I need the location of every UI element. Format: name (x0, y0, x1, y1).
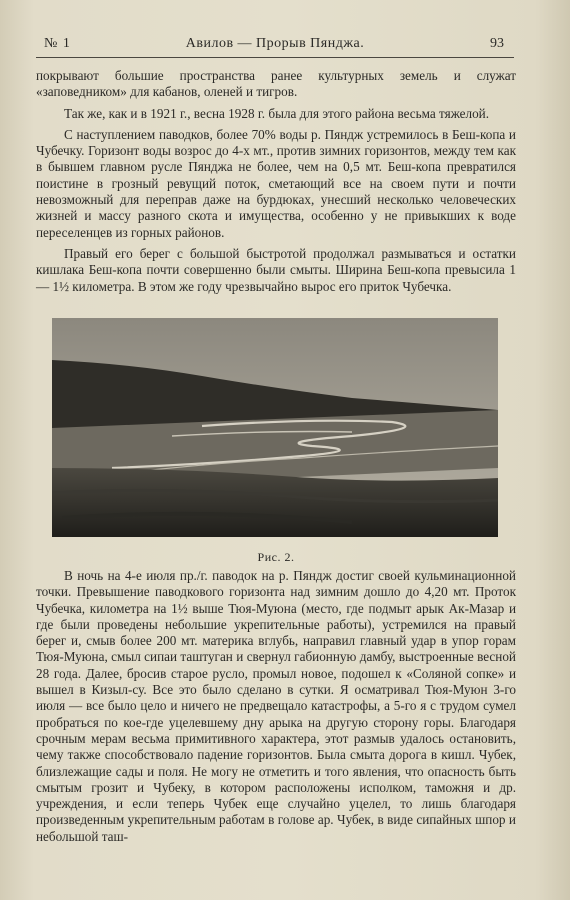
figure-caption: Рис. 2. (257, 550, 295, 564)
paragraph: Так же, как и в 1921 г., весна 1928 г. была для этого района весьма тяжелой. (64, 105, 490, 121)
issue-number: № 1 (44, 36, 71, 51)
paragraph: С наступлением паводков, более 70% воды р. Пяндж устремилось в Беш-копа и Чубечку. Горизонт воды возрос до 4-х мт., против зимних горизонтов, между тем как в бывшем главном русле Пянджа не более, чем на 0,5 мт. Беш-копа превратился поистине в грозный ревущий поток, сметающий все на своем пути и почти невозможный для переправ даже на бурдюках, унесший несколько человеческих жизней и массу разного скота и имущества, особенно у не привыкших к воде переселенцев из горных районов. (36, 126, 516, 240)
page-number: 93 (490, 36, 504, 51)
body-text-bottom (36, 568, 516, 845)
header-rule (36, 57, 514, 58)
paragraph: Правый его берег с большой быстротой продолжал размываться и остатки кишлака Беш-копа почти совершенно были смыты. Ширина Беш-копа превысила 1 — 1½ километра. В этом же году чрезвычайно вырос его приток Чубечка. (36, 245, 516, 294)
river-photograph (52, 318, 498, 537)
running-header (36, 36, 514, 56)
running-title: Авилов — Прорыв Пянджа. (185, 36, 365, 51)
paragraph: покрывают большие пространства ранее культурных земель и служат «заповедником» для кабанов, оленей и тигров. (36, 68, 516, 100)
body-text-top (36, 68, 516, 295)
paragraph: В ночь на 4-е июля пр./г. паводок на р. Пяндж достиг своей кульминационной точки. Превышение паводкового горизонта над зимним дошло до 4,20 мт. Проток Чубечка, километра на 1½ выше Тюя-Муюна (место, где подмыт арык Ак-Мазар и где были проведены небольшие укрепительные работы), устремился на правый берег и, смыв более 200 мт. материка вглубь, направил главный удар в упор горам Тюя-Муюна, смыл сипаи таштуган и свернул габионную дамбу, выстроенные весной 28 года. Далее, бросив старое русло, промыл новое, подошел к «Соляной сопке» и вышел в Кизыл-су. Все это было сделано в сутки. Я осматривал Тюя-Муюн 3-го июля — все было цело и ничего не предвещало катастрофы, а 5-го я с трудом сумел пробраться по кое-где уцелевшему дну арыка на другую сторону горы. Благодаря срочным мерам весьма примитивного характера, этот размыв удалось остановить, чему также способствовало падение горизонтов. Была смыта дорога в кишл. Чубек, близлежащие сады и поля. Не могу не отметить и того явления, что опасность быть смытым грозит и Чубеку, в котором расположены исполком, таможня и др. учреждения, и если теперь Чубек еще случайно уцелел, то лишь благодаря произведенным укрепительным работам в голове ар. Чубек, в виде сипайных шпор и небольшой таш- (36, 568, 516, 844)
